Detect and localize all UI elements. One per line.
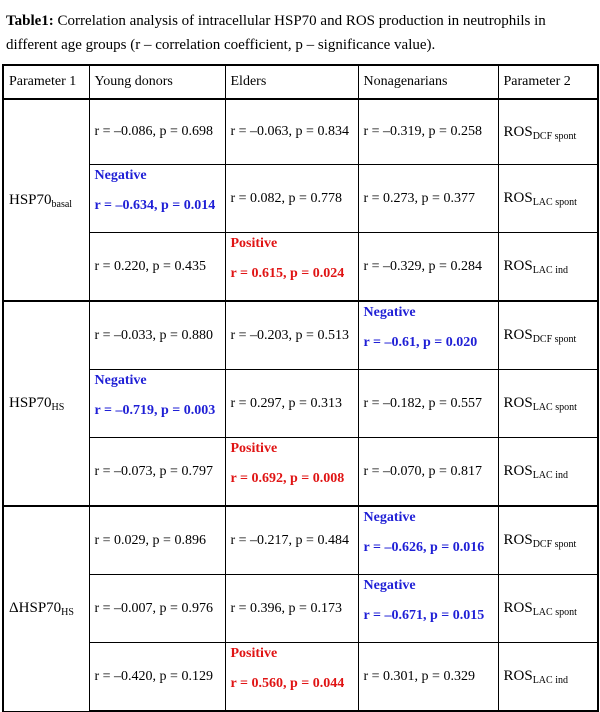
correlation-table bbox=[2, 64, 599, 712]
correlation-value: r = 0.560, p = 0.044 bbox=[230, 676, 345, 691]
parameter-2-subscript: LAC spont bbox=[532, 197, 577, 208]
correlation-direction: Negative bbox=[363, 510, 416, 525]
correlation-value: r = –0.719, p = 0.003 bbox=[94, 403, 216, 418]
parameter-2-name: ROS bbox=[503, 532, 533, 548]
correlation-value: r = –0.007, p = 0.976 bbox=[94, 600, 213, 616]
parameter-2-name: ROS bbox=[503, 668, 533, 684]
parameter-1-cell bbox=[3, 506, 89, 711]
elders-cell bbox=[225, 506, 358, 575]
young-donors-cell bbox=[89, 506, 225, 575]
elders-cell bbox=[225, 99, 358, 165]
parameter-2-name: ROS bbox=[503, 395, 533, 411]
parameter-2-cell bbox=[498, 575, 598, 643]
parameter-2-subscript: LAC ind bbox=[532, 470, 568, 481]
parameter-2-name: ROS bbox=[503, 123, 533, 140]
elders-cell bbox=[225, 165, 358, 233]
correlation-value: r = 0.029, p = 0.896 bbox=[94, 532, 206, 548]
elders-cell bbox=[225, 233, 358, 302]
correlation-value: r = –0.61, p = 0.020 bbox=[363, 335, 478, 350]
correlation-direction: Positive bbox=[230, 236, 278, 251]
correlation-value: r = –0.420, p = 0.129 bbox=[94, 668, 213, 684]
table-row bbox=[3, 99, 598, 165]
table-row bbox=[3, 575, 598, 643]
correlation-direction: Negative bbox=[363, 578, 416, 593]
young-donors-cell bbox=[89, 233, 225, 302]
elders-cell bbox=[225, 370, 358, 438]
nonagenarians-cell bbox=[358, 438, 498, 507]
parameter-2-subscript: LAC spont bbox=[532, 607, 577, 618]
parameter-2-cell bbox=[498, 99, 598, 165]
correlation-value: r = –0.319, p = 0.258 bbox=[363, 124, 482, 139]
parameter-1-subscript: HS bbox=[61, 607, 74, 619]
elders-cell bbox=[225, 575, 358, 643]
parameter-1-cell bbox=[3, 99, 89, 301]
correlation-value: r = –0.086, p = 0.698 bbox=[94, 124, 213, 139]
nonagenarians-cell bbox=[358, 575, 498, 643]
significant-correlation bbox=[231, 646, 353, 692]
table-row bbox=[3, 165, 598, 233]
correlation-value: r = 0.301, p = 0.329 bbox=[363, 668, 475, 684]
elders-cell bbox=[225, 438, 358, 507]
correlation-value: r = –0.671, p = 0.015 bbox=[363, 608, 485, 623]
parameter-2-cell bbox=[498, 506, 598, 575]
header-parameter-2: Parameter 2 bbox=[498, 65, 598, 99]
significant-correlation bbox=[364, 305, 493, 351]
correlation-value: r = –0.329, p = 0.284 bbox=[363, 258, 482, 274]
correlation-value: r = –0.203, p = 0.513 bbox=[230, 327, 349, 343]
correlation-direction: Negative bbox=[94, 373, 147, 388]
parameter-2-subscript: DCF spont bbox=[532, 334, 577, 345]
table-row bbox=[3, 233, 598, 302]
parameter-1-name: ΔHSP70 bbox=[9, 600, 62, 617]
correlation-direction: Positive bbox=[230, 646, 278, 661]
significant-correlation bbox=[231, 441, 353, 487]
table-row bbox=[3, 506, 598, 575]
parameter-2-subscript: DCF spont bbox=[532, 539, 577, 550]
parameter-1-cell bbox=[3, 301, 89, 506]
correlation-value: r = 0.692, p = 0.008 bbox=[230, 471, 345, 486]
correlation-value: r = 0.297, p = 0.313 bbox=[230, 395, 342, 411]
correlation-value: r = 0.615, p = 0.024 bbox=[230, 266, 345, 281]
correlation-value: r = –0.634, p = 0.014 bbox=[94, 198, 216, 213]
parameter-2-cell bbox=[498, 165, 598, 233]
parameter-2-name: ROS bbox=[503, 463, 533, 479]
elders-cell bbox=[225, 643, 358, 712]
parameter-1-subscript: HS bbox=[51, 402, 65, 413]
significant-correlation bbox=[231, 236, 353, 282]
parameter-2-cell bbox=[498, 370, 598, 438]
correlation-value: r = 0.220, p = 0.435 bbox=[94, 258, 206, 274]
parameter-2-name: ROS bbox=[503, 327, 533, 343]
table-row bbox=[3, 643, 598, 712]
correlation-direction: Positive bbox=[230, 441, 278, 456]
header-young-donors: Young donors bbox=[89, 65, 225, 99]
nonagenarians-cell bbox=[358, 165, 498, 233]
table-row bbox=[3, 438, 598, 507]
parameter-2-cell bbox=[498, 301, 598, 370]
parameter-2-name: ROS bbox=[503, 258, 533, 274]
correlation-value: r = 0.396, p = 0.173 bbox=[230, 600, 342, 616]
parameter-1-subscript: basal bbox=[51, 198, 73, 210]
nonagenarians-cell bbox=[358, 301, 498, 370]
caption-line-1 bbox=[6, 13, 546, 30]
caption-line-2: different age groups (r – correlation coefficient, p – significance value). bbox=[6, 37, 436, 53]
young-donors-cell bbox=[89, 438, 225, 507]
parameter-2-cell bbox=[498, 643, 598, 712]
correlation-value: r = –0.070, p = 0.817 bbox=[363, 463, 482, 479]
significant-correlation bbox=[364, 578, 493, 624]
young-donors-cell bbox=[89, 643, 225, 712]
young-donors-cell bbox=[89, 165, 225, 233]
table-row bbox=[3, 370, 598, 438]
nonagenarians-cell bbox=[358, 643, 498, 712]
nonagenarians-cell bbox=[358, 370, 498, 438]
header-parameter-1: Parameter 1 bbox=[3, 65, 89, 99]
correlation-value: r = –0.626, p = 0.016 bbox=[363, 540, 485, 555]
parameter-2-cell bbox=[498, 233, 598, 302]
young-donors-cell bbox=[89, 301, 225, 370]
parameter-2-subscript: DCF spont bbox=[532, 130, 577, 142]
nonagenarians-cell bbox=[358, 99, 498, 165]
correlation-direction: Negative bbox=[94, 168, 147, 183]
correlation-value: r = 0.273, p = 0.377 bbox=[363, 190, 475, 206]
young-donors-cell bbox=[89, 99, 225, 165]
correlation-value: r = 0.082, p = 0.778 bbox=[230, 190, 342, 206]
parameter-2-subscript: LAC spont bbox=[532, 402, 577, 413]
elders-cell bbox=[225, 301, 358, 370]
parameter-2-name: ROS bbox=[503, 600, 533, 616]
correlation-direction: Negative bbox=[363, 305, 416, 320]
young-donors-cell bbox=[89, 370, 225, 438]
parameter-1-name: HSP70 bbox=[9, 395, 52, 411]
young-donors-cell bbox=[89, 575, 225, 643]
significant-correlation bbox=[364, 510, 493, 556]
header-row bbox=[3, 65, 598, 99]
table-body bbox=[3, 99, 598, 711]
correlation-value: r = –0.182, p = 0.557 bbox=[363, 395, 482, 411]
parameter-2-name: ROS bbox=[503, 190, 533, 206]
nonagenarians-cell bbox=[358, 506, 498, 575]
nonagenarians-cell bbox=[358, 233, 498, 302]
parameter-1-name: HSP70 bbox=[9, 191, 52, 208]
correlation-value: r = –0.217, p = 0.484 bbox=[230, 532, 349, 548]
caption-text-1: Correlation analysis of intracellular HSP70 and ROS production in neutrophils in bbox=[53, 13, 546, 29]
parameter-2-subscript: LAC ind bbox=[532, 265, 568, 276]
parameter-2-cell bbox=[498, 438, 598, 507]
correlation-value: r = –0.073, p = 0.797 bbox=[94, 463, 213, 479]
caption-label: Table1: bbox=[6, 13, 54, 29]
significant-correlation bbox=[95, 373, 220, 419]
header-elders: Elders bbox=[225, 65, 358, 99]
header-nonagenarians: Nonagenarians bbox=[358, 65, 498, 99]
parameter-2-subscript: LAC ind bbox=[532, 675, 568, 686]
correlation-value: r = –0.063, p = 0.834 bbox=[230, 124, 349, 139]
table-row bbox=[3, 301, 598, 370]
correlation-value: r = –0.033, p = 0.880 bbox=[94, 327, 213, 343]
significant-correlation bbox=[95, 168, 220, 214]
